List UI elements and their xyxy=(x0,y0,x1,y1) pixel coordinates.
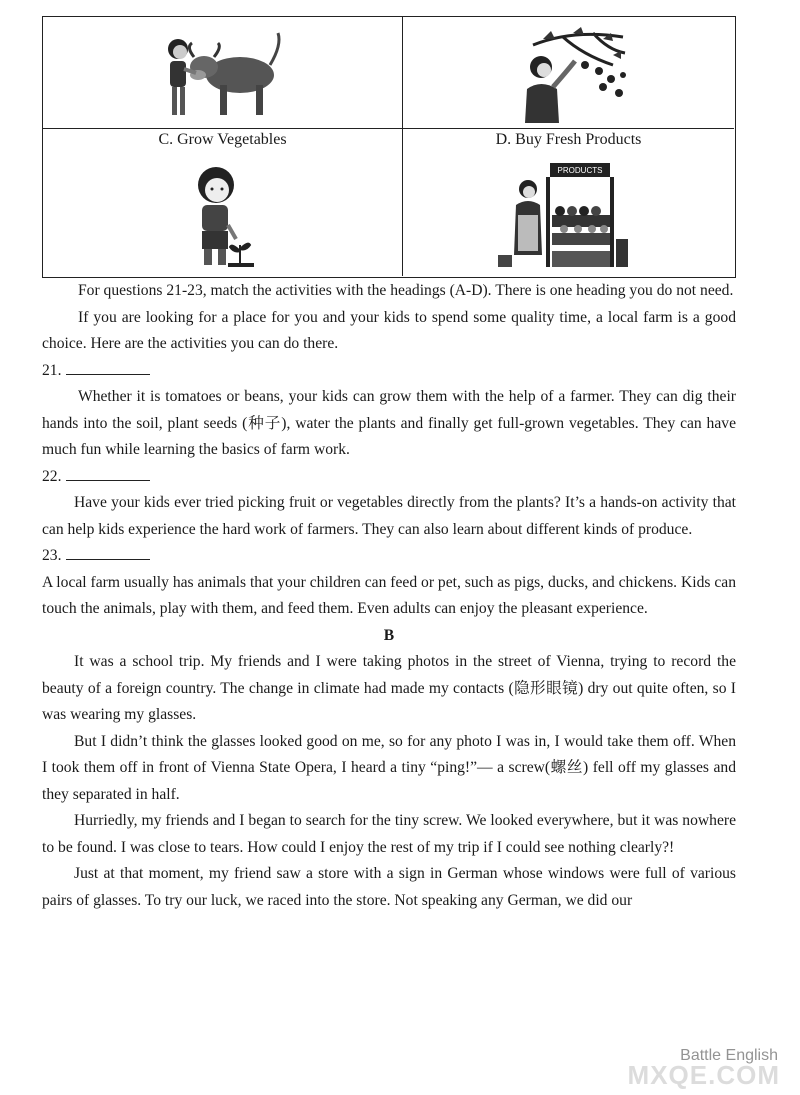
question-23-text: A local farm usually has animals that your children can feed or pet, such as pigs, ducks, and chickens. Kids can touch the animals, play with them, and feed them. Even adults can enjoy the pleasant experience. xyxy=(42,573,736,617)
question-22-text: Have your kids ever tried picking fruit or vegetables directly from the plants? It’s a hands-on activity that can help kids experience the hard work of farmers. They can also learn about different kinds of produce. xyxy=(42,494,736,538)
heading-d: D. Buy Fresh Products xyxy=(495,131,642,148)
passage-a xyxy=(42,278,736,914)
answer-blank-22[interactable] xyxy=(66,466,150,481)
section-b-heading: B xyxy=(383,626,395,644)
watermark-brand: Battle English xyxy=(680,1047,778,1064)
question-22-number: 22. xyxy=(42,467,62,485)
answer-blank-21[interactable] xyxy=(66,360,150,375)
cell-b-pick-fruit xyxy=(403,17,734,129)
cell-a-feed-animals xyxy=(43,17,403,129)
girl-feeding-cow-illustration xyxy=(158,25,288,123)
question-21 xyxy=(42,358,736,385)
story-paragraph-4: Just at that moment, my friend saw a store with a sign in German whose windows were full of various pairs of glasses. To try our luck, we raced into the store. Not speaking any German, we did our xyxy=(42,865,736,909)
story-paragraph-3: Hurriedly, my friends and I began to search for the tiny screw. We looked everywhere, but it was nowhere to be found. I was close to tears. How could I enjoy the rest of my trip if I could see nothing clearly?! xyxy=(42,812,736,856)
heading-c: C. Grow Vegetables xyxy=(158,131,287,148)
woman-picking-fruit-illustration xyxy=(513,25,633,123)
market-stall-illustration xyxy=(498,159,630,271)
cell-c-grow-vegetables xyxy=(43,129,403,276)
products-sign: PRODUCTS xyxy=(557,166,603,175)
question-23-number: 23. xyxy=(42,547,62,564)
instruction-paragraph: For questions 21-23, match the activities with the headings (A-D). There is one heading you do not need. xyxy=(78,282,734,299)
boy-planting-seedling-illustration xyxy=(188,159,258,271)
question-21-number: 21. xyxy=(42,361,62,379)
story-paragraph-2: But I didn’t think the glasses looked good on me, so for any photo I was in, I would take them off. When I took them off in front of Vienna State Opera, I heard a tiny “ping!”— a screw(螺丝) fell off my glasses and they separated in half. xyxy=(42,732,736,803)
question-22 xyxy=(42,464,736,491)
activity-picture-table xyxy=(42,16,736,278)
cell-d-buy-fresh-products xyxy=(403,129,734,276)
intro-paragraph: If you are looking for a place for you and your kids to spend some quality time, a local farm is a good choice. Here are the activities you can do there. xyxy=(42,308,736,352)
watermark-site: MXQE.COM xyxy=(627,1060,780,1090)
story-paragraph-1: It was a school trip. My friends and I were taking photos in the street of Vienna, trying to record the beauty of a foreign country. The change in climate had made my contacts (隐形眼镜) dry out quite often, so I was wearing my glasses. xyxy=(42,653,736,723)
answer-blank-23[interactable] xyxy=(66,545,150,560)
question-23 xyxy=(42,543,736,570)
question-21-text: Whether it is tomatoes or beans, your kids can grow them with the help of a farmer. They can dig their hands into the soil, plant seeds (种子), water the plants and finally get full-grown vegetables. They can have much fun while learning the basics of farm work. xyxy=(42,388,736,458)
